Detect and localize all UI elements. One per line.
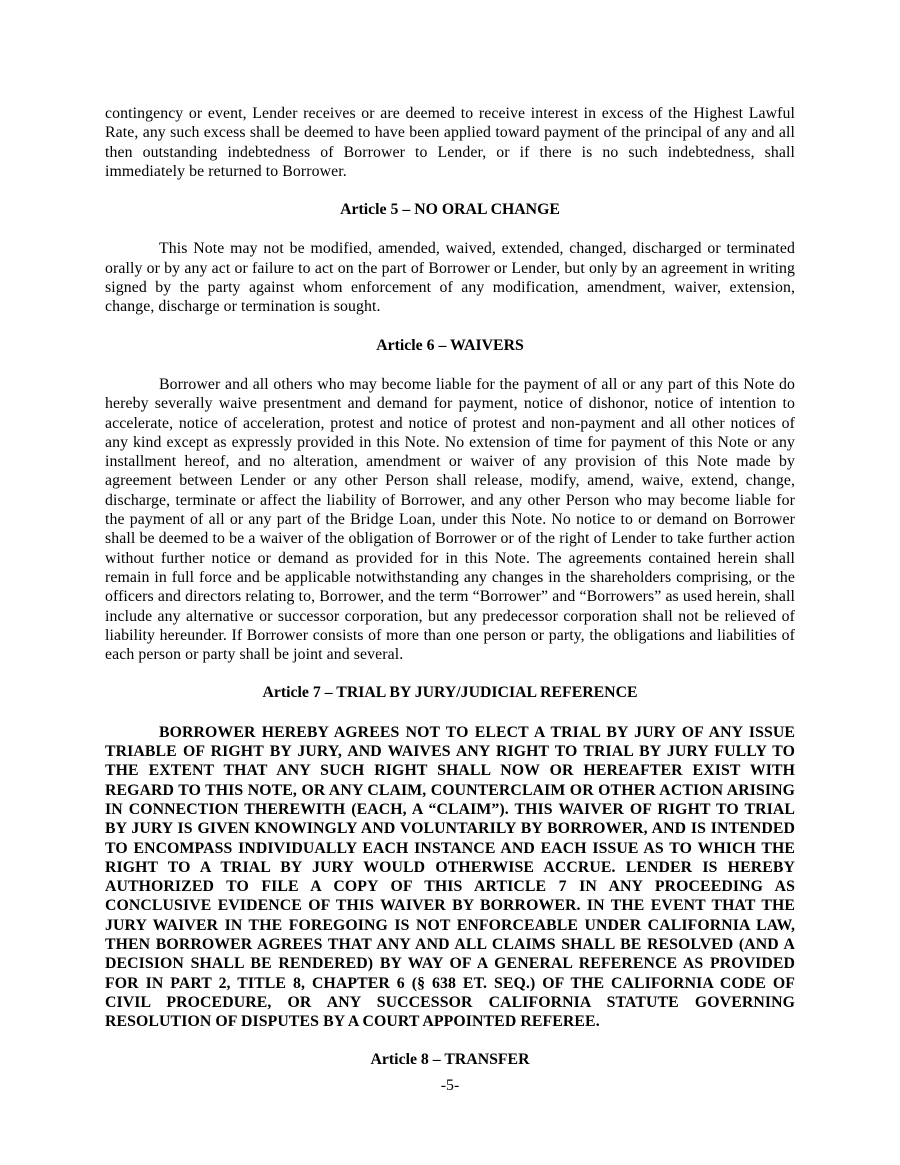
intro-paragraph: contingency or event, Lender receives or are deemed to receive interest in excess of the Highest Lawful Rate, any such excess shall be deemed to have been applied toward payment of the principal of any and all then outstanding indebtedness of Borrower to Lender, or if there is no such indebtedness, shall immediately be returned to Borrower.: [105, 105, 795, 180]
article-5-body: This Note may not be modified, amended, waived, extended, changed, discharged or terminated orally or by any act or failure to act on the part of Borrower or Lender, but only by an agreement in writing signed by the party against whom enforcement of any modification, amendment, waiver, extension, change, discharge or termination is sought.: [105, 240, 795, 316]
article-6-heading: Article 6 – WAIVERS: [376, 336, 524, 354]
article-7-body: BORROWER HEREBY AGREES NOT TO ELECT A TRIAL BY JURY OF ANY ISSUE TRIABLE OF RIGHT BY JURY, AND WAIVES ANY RIGHT TO TRIAL BY JURY FULLY TO THE EXTENT THAT ANY SUCH RIGHT SHALL NOW OR HEREAFTER EXIST WITH REGARD TO THIS NOTE, OR ANY CLAIM, COUNTERCLAIM OR OTHER ACTION ARISING IN CONNECTION THEREWITH (EACH, A “CLAIM”). THIS WAIVER OF RIGHT TO TRIAL BY JURY IS GIVEN KNOWINGLY AND VOLUNTARILY BY BORROWER, AND IS INTENDED TO ENCOMPASS INDIVIDUALLY EACH INSTANCE AND EACH ISSUE AS TO WHICH THE RIGHT TO A TRIAL BY JURY WOULD OTHERWISE ACCRUE. LENDER IS HEREBY AUTHORIZED TO FILE A COPY OF THIS ARTICLE 7 IN ANY PROCEEDING AS CONCLUSIVE EVIDENCE OF THIS WAIVER BY BORROWER. IN THE EVENT THAT THE JURY WAIVER IN THE FOREGOING IS NOT ENFORCEABLE UNDER CALIFORNIA LAW, THEN BORROWER AGREES THAT ANY AND ALL CLAIMS SHALL BE RESOLVED (AND A DECISION SHALL BE RENDERED) BY WAY OF A GENERAL REFERENCE AS PROVIDED FOR IN PART 2, TITLE 8, CHAPTER 6 (§ 638 ET. SEQ.) OF THE CALIFORNIA CODE OF CIVIL PROCEDURE, OR ANY SUCCESSOR CALIFORNIA STATUTE GOVERNING RESOLUTION OF DISPUTES BY A COURT APPOINTED REFEREE.: [105, 723, 795, 1031]
article-7-heading: Article 7 – TRIAL BY JURY/JUDICIAL REFERENCE: [262, 684, 638, 702]
document-content: [105, 104, 795, 1090]
article-6-body: Borrower and all others who may become liable for the payment of all or any part of this Note do hereby severally waive presentment and demand for payment, notice of dishonor, notice of intention to accelerate, notice of acceleration, protest and notice of protest and non-payment and all other notices of any kind except as expressly provided in this Note. No extension of time for payment of this Note or any installment hereof, and no alteration, amendment or waiver of any provision of this Note made by agreement between Lender or any other Person shall release, modify, amend, waive, extend, change, discharge, terminate or affect the liability of Borrower, and any other Person who may become liable for the payment of all or any part of the Bridge Loan, under this Note. No notice to or demand on Borrower shall be deemed to be a waiver of the obligation of Borrower or of the right of Lender to take further action without further notice or demand as provided for in this Note. The agreements contained herein shall remain in full force and be applicable notwithstanding any changes in the shareholders comprising, or the officers and directors relating to, Borrower, and the term “Borrower” and “Borrowers” as used herein, shall include any alternative or successor corporation, but any predecessor corporation shall not be relieved of liability hereunder. If Borrower consists of more than one person or party, the obligations and liabilities of each person or party shall be joint and several.: [105, 375, 795, 664]
article-5-heading: Article 5 – NO ORAL CHANGE: [340, 201, 560, 219]
article-8-heading: Article 8 – TRANSFER: [370, 1051, 530, 1069]
page-number: -5-: [440, 1077, 460, 1094]
